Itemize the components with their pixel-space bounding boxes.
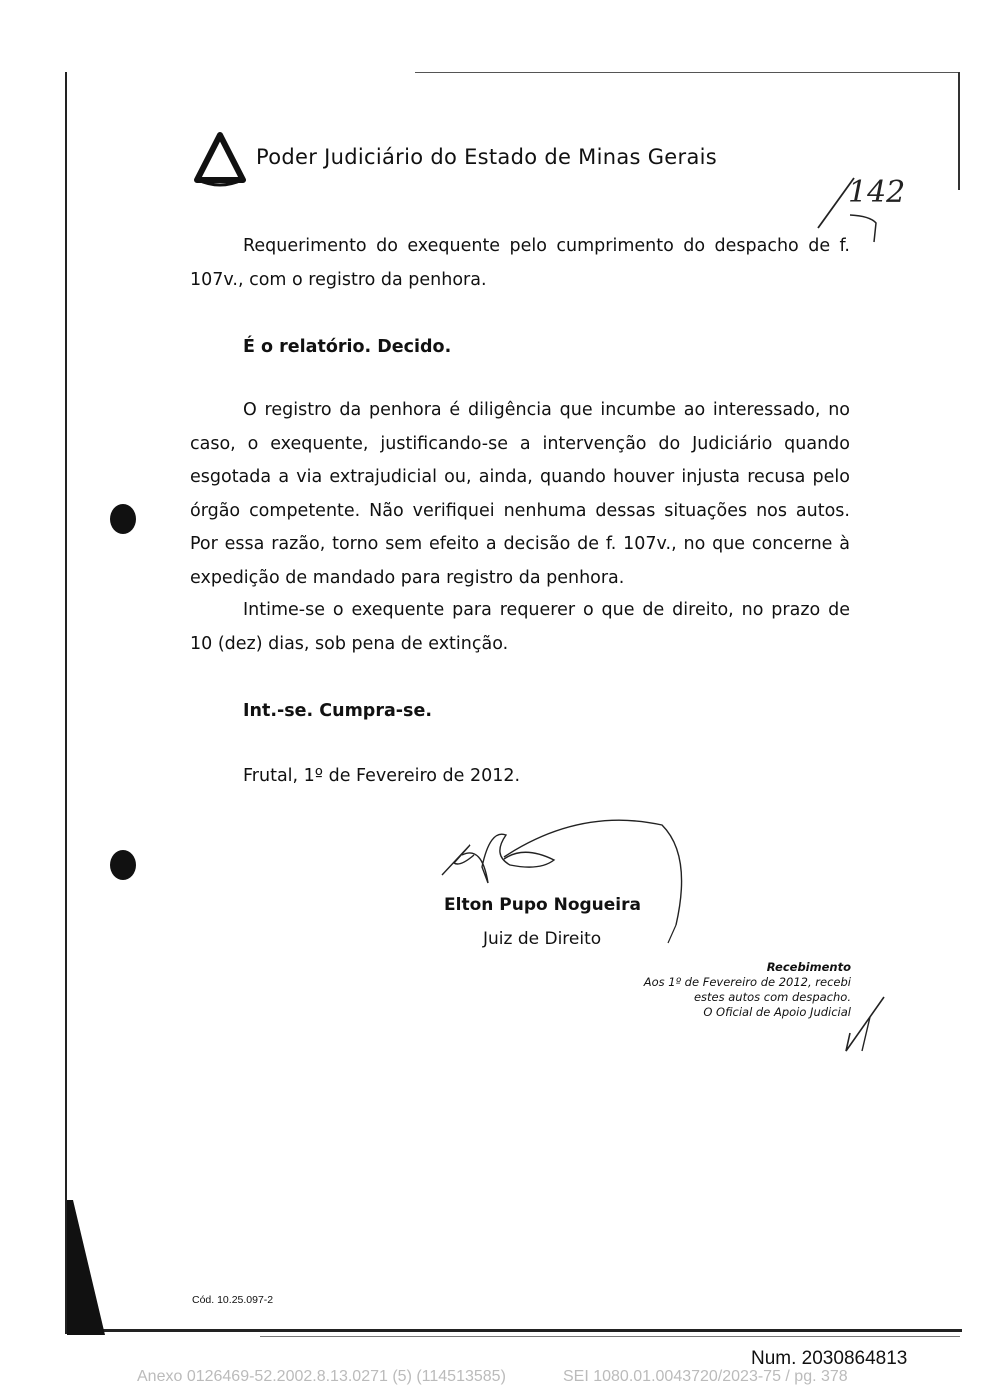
scan-border-left [65, 72, 67, 1334]
scan-border-bottom-thin [260, 1336, 960, 1337]
closing-order: Int.-se. Cumpra-se. [243, 701, 432, 721]
signature-handwritten [440, 815, 690, 945]
scan-border-bottom [67, 1329, 962, 1332]
scan-border-top [415, 72, 960, 73]
signer-name: Elton Pupo Nogueira [444, 895, 641, 915]
paragraph-relatorio: É o relatório. Decido. [243, 337, 452, 357]
receipt-title: Recebimento [766, 960, 851, 974]
receipt-line-1: Aos 1º de Fevereiro de 2012, recebi [643, 975, 851, 989]
paragraph-decision: O registro da penhora é diligência que incumbe ao interessado, no caso, o exequente, justificando-se a intervenção do Judiciário quando esgotada a via extrajudicial ou, ainda, quando houver injusta recusa pelo órgão competente. Não verifiquei nenhuma dessas situações nos autos. Por essa razão, torno sem efeito a decisão de f. 107v., no que concerne à expedição de mandado para registro da penhora. [190, 400, 850, 588]
punch-hole-top [110, 504, 136, 534]
receipt-line-3: O Oficial de Apoio Judicial [703, 1005, 851, 1019]
scan-border-right [958, 72, 960, 190]
page-number-text: 142 [848, 175, 906, 210]
sei-reference: SEI 1080.01.0043720/2023-75 / pg. 378 [563, 1368, 848, 1385]
document-number: Num. 2030864813 [751, 1348, 908, 1369]
punch-hole-bottom [110, 850, 136, 880]
scan-shadow-wedge [67, 1200, 107, 1335]
court-header-title: Poder Judiciário do Estado de Minas Gerais [256, 145, 717, 169]
annex-reference: Anexo 0126469-52.2002.8.13.0271 (5) (114513585) [137, 1368, 506, 1385]
receipt-initial-handwritten [840, 995, 890, 1055]
date-line: Frutal, 1º de Fevereiro de 2012. [243, 766, 521, 786]
paragraph-request: Requerimento do exequente pelo cumprimento do despacho de f. 107v., com o registro da penhora. [190, 236, 850, 290]
receipt-stamp [560, 960, 851, 1020]
receipt-line-2: estes autos com despacho. [693, 990, 851, 1004]
signer-role: Juiz de Direito [483, 929, 602, 949]
tjmg-logo-icon [194, 130, 246, 188]
form-code: Cód. 10.25.097-2 [192, 1294, 274, 1306]
paragraph-intimation: Intime-se o exequente para requerer o que de direito, no prazo de 10 (dez) dias, sob pena de extinção. [190, 600, 850, 654]
